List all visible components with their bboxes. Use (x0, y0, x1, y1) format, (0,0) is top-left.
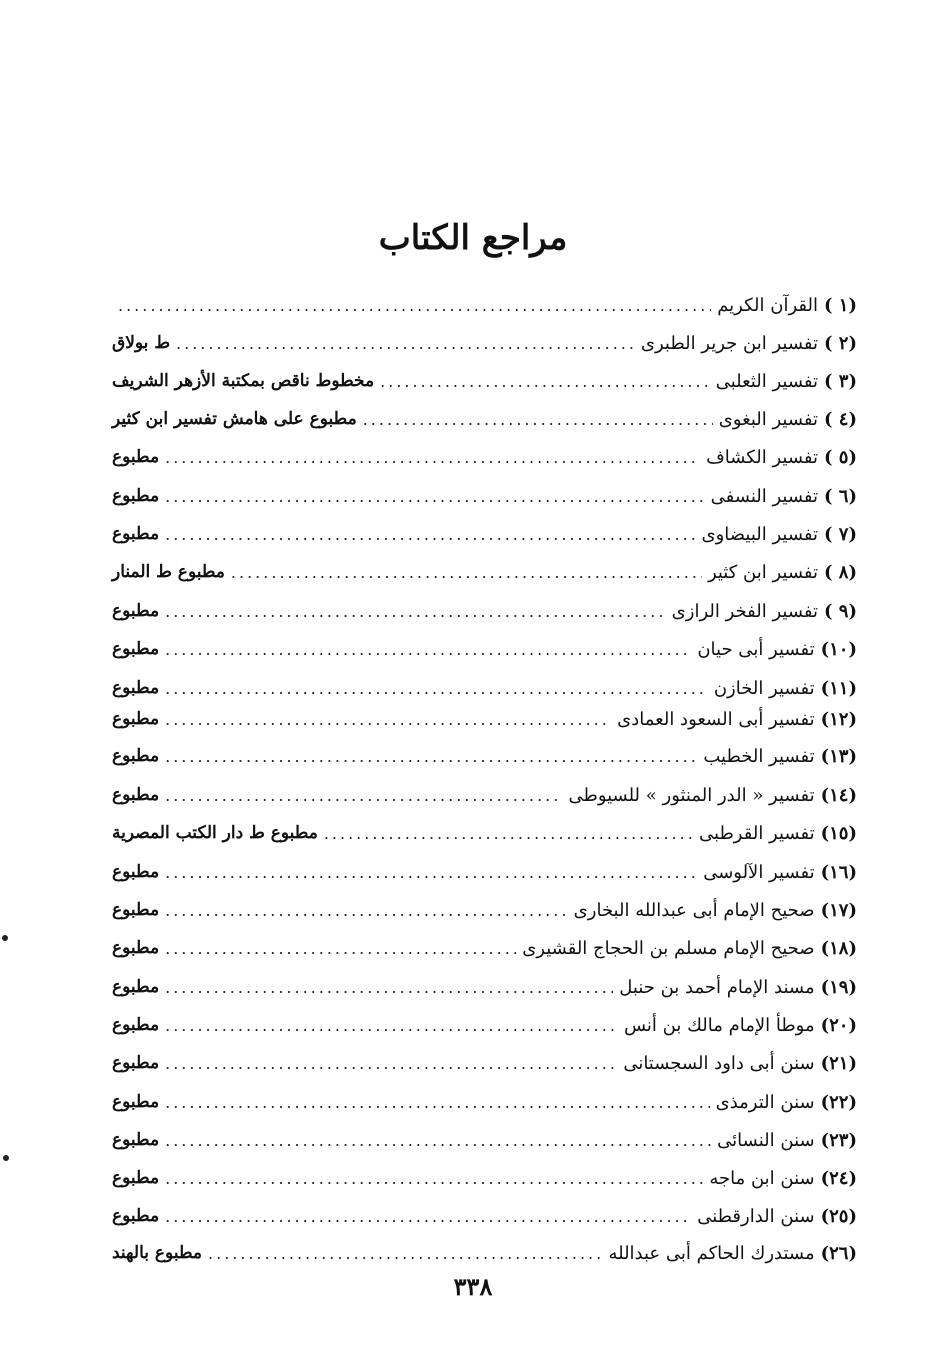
reference-note: مطبوع (112, 746, 160, 766)
page-title: مراجع الكتاب (378, 218, 568, 258)
dot-leader (165, 679, 708, 698)
reference-title: تفسير البيضاوى (701, 523, 818, 545)
reference-row (112, 780, 857, 810)
reference-note: مطبوع بالهند (112, 1243, 203, 1263)
reference-title: تفسير أبى السعود العمادى (617, 708, 815, 730)
dot-leader (165, 1207, 691, 1226)
reference-row (112, 1048, 857, 1078)
reference-row (112, 972, 857, 1002)
reference-note: مطبوع ط المنار (112, 562, 225, 582)
reference-row (112, 933, 857, 963)
reference-note: مطبوع (112, 938, 160, 958)
reference-number: (١٩) (820, 976, 857, 998)
reference-row (112, 673, 857, 703)
reference-row (112, 818, 857, 848)
reference-title: تفسير النسفى (710, 485, 818, 507)
reference-number: (١١) (820, 677, 857, 699)
reference-note: مطبوع (112, 1168, 160, 1188)
reference-title: تفسير الآلوسى (703, 861, 815, 883)
dot-leader (165, 710, 611, 729)
reference-number: (٢٦) (820, 1242, 857, 1264)
reference-number: (٤ ) (824, 408, 857, 430)
reference-number: (١٠) (820, 638, 857, 660)
dot-leader (165, 786, 562, 805)
dot-leader (231, 563, 702, 582)
dot-leader (165, 901, 568, 920)
dot-leader (165, 525, 695, 544)
dot-leader (208, 1244, 602, 1263)
dot-leader (324, 824, 693, 843)
margin-speck (2, 935, 8, 941)
reference-row (112, 634, 857, 664)
reference-title: تفسير ابن كثير (707, 561, 818, 583)
reference-row (112, 290, 857, 320)
reference-title: سنن ابن ماجه (709, 1167, 815, 1189)
reference-note: مطبوع (112, 1092, 160, 1112)
reference-note: مخطوط ناقص بمكتبة الأزهر الشريف (112, 371, 375, 391)
dot-leader (165, 1054, 617, 1073)
reference-row (112, 741, 857, 771)
reference-note: مطبوع (112, 977, 160, 997)
reference-row (112, 366, 857, 396)
dot-leader (165, 1169, 703, 1188)
reference-title: تفسير البغوى (718, 408, 818, 430)
reference-row (112, 481, 857, 511)
dot-leader (165, 602, 666, 621)
reference-title: مسند الإمام أحمد بن حنبل (619, 976, 815, 998)
page-number: ٣٣٨ (453, 1272, 493, 1301)
reference-number: (١٢) (820, 708, 857, 730)
reference-title: سنن أبى داود السجستانى (623, 1052, 815, 1074)
reference-row (112, 1238, 857, 1268)
reference-row (112, 328, 857, 358)
dot-leader (165, 448, 700, 467)
reference-note: مطبوع (112, 486, 160, 506)
reference-number: (٢ ) (824, 332, 857, 354)
reference-row (112, 1010, 857, 1040)
reference-note: مطبوع (112, 1206, 160, 1226)
reference-title: سنن النسائى (717, 1129, 815, 1151)
reference-title: موطأ الإمام مالك بن أنس (623, 1014, 815, 1036)
reference-title: تفسير أبى حيان (697, 638, 815, 660)
reference-number: (١٨) (820, 937, 857, 959)
reference-row (112, 704, 857, 734)
reference-number: (١٣) (820, 745, 857, 767)
reference-title: تفسير الخازن (713, 677, 815, 699)
dot-leader (165, 863, 697, 882)
reference-row (112, 557, 857, 587)
reference-title: القرآن الكريم (717, 294, 818, 316)
reference-number: (٢٠) (820, 1014, 857, 1036)
reference-number: (١٤) (820, 784, 857, 806)
reference-number: (٨ ) (824, 561, 857, 583)
dot-leader (363, 410, 713, 429)
reference-number: (٢٢) (820, 1091, 857, 1113)
reference-note: مطبوع (112, 862, 160, 882)
reference-number: (٧ ) (824, 523, 857, 545)
reference-row (112, 1125, 857, 1155)
dot-leader (165, 1016, 618, 1035)
reference-row (112, 1163, 857, 1193)
reference-number: (٢٣) (820, 1129, 857, 1151)
reference-note: مطبوع (112, 524, 160, 544)
reference-note: مطبوع (112, 678, 160, 698)
dot-leader (165, 487, 705, 506)
reference-note: مطبوع (112, 447, 160, 467)
reference-note: مطبوع (112, 1015, 160, 1035)
reference-title: تفسير الخطيب (703, 745, 815, 767)
reference-title: تفسير الثعلبى (715, 370, 818, 392)
reference-title: تفسير الفخر الرازى (671, 600, 818, 622)
dot-leader (176, 334, 635, 353)
reference-number: (٥ ) (824, 446, 857, 468)
reference-number: (٢٤) (820, 1167, 857, 1189)
reference-row (112, 404, 857, 434)
dot-leader (165, 747, 697, 766)
reference-note: مطبوع (112, 785, 160, 805)
reference-note: مطبوع (112, 900, 160, 920)
reference-row (112, 1087, 857, 1117)
reference-title: تفسير القرطبى (699, 822, 815, 844)
dot-leader (118, 296, 711, 315)
reference-row (112, 1201, 857, 1231)
reference-number: (١٧) (820, 899, 857, 921)
reference-number: (١٦) (820, 861, 857, 883)
reference-number: (٢١) (820, 1052, 857, 1074)
dot-leader (165, 1093, 710, 1112)
reference-number: (٢٥) (820, 1205, 857, 1227)
reference-number: (٦ ) (824, 485, 857, 507)
dot-leader (165, 978, 613, 997)
reference-note: مطبوع ط دار الكتب المصرية (112, 823, 318, 843)
reference-title: مستدرك الحاكم أبى عبدالله (608, 1242, 815, 1264)
reference-row (112, 857, 857, 887)
reference-note: مطبوع على هامش تفسير ابن كثير (112, 409, 357, 429)
reference-number: (١٥) (820, 822, 857, 844)
reference-number: (٣ ) (824, 370, 857, 392)
reference-note: مطبوع (112, 601, 160, 621)
reference-title: تفسير « الدر المنثور » للسيوطى (568, 784, 815, 806)
dot-leader (165, 640, 691, 659)
reference-number: (٩ ) (824, 600, 857, 622)
dot-leader (165, 939, 516, 958)
reference-note: ط بولاق (112, 333, 171, 353)
reference-title: صحيح الإمام أبى عبدالله البخارى (573, 899, 815, 921)
reference-note: مطبوع (112, 639, 160, 659)
reference-note: مطبوع (112, 1130, 160, 1150)
reference-title: سنن الدارقطنى (697, 1205, 815, 1227)
reference-row (112, 596, 857, 626)
reference-title: سنن الترمذى (715, 1091, 815, 1113)
reference-note: مطبوع (112, 1053, 160, 1073)
reference-number: (١ ) (824, 294, 857, 316)
reference-title: تفسير ابن جرير الطبرى (640, 332, 818, 354)
reference-note: مطبوع (112, 709, 160, 729)
margin-speck (3, 1155, 9, 1161)
dot-leader (165, 1131, 711, 1150)
reference-row (112, 895, 857, 925)
reference-title: تفسير الكشاف (706, 446, 818, 468)
dot-leader (380, 372, 710, 391)
reference-row (112, 442, 857, 472)
reference-row (112, 519, 857, 549)
reference-title: صحيح الإمام مسلم بن الحجاج القشيرى (522, 937, 815, 959)
